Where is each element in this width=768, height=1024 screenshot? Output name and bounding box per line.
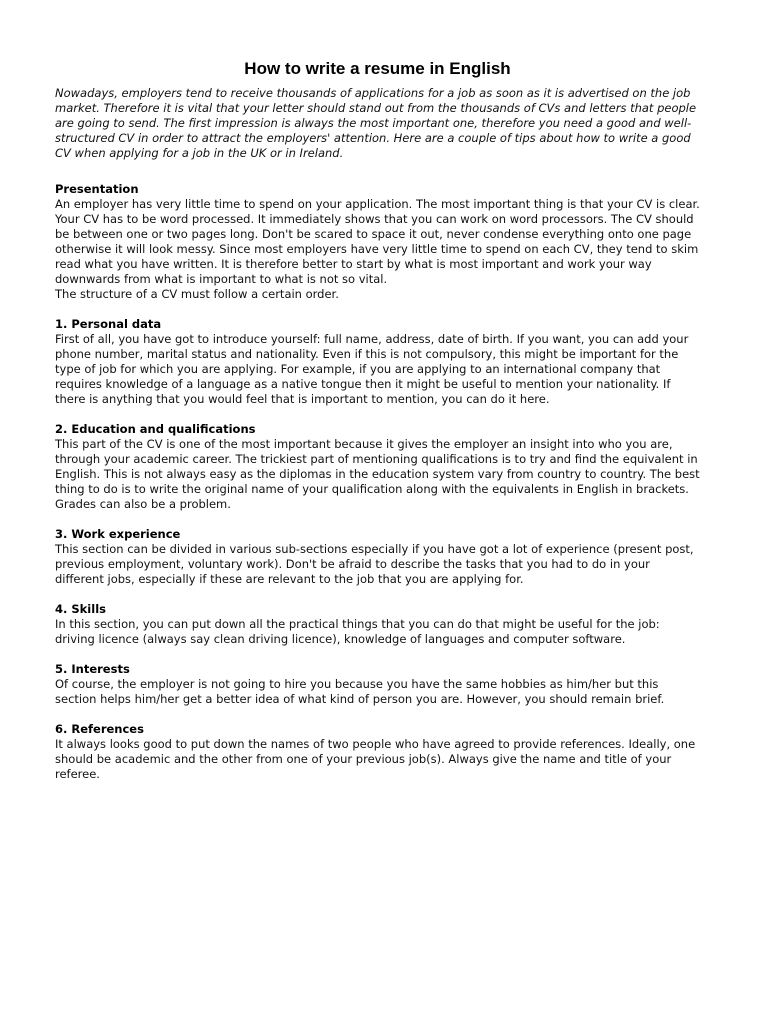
section-interests — [55, 662, 700, 707]
section-paragraph: An employer has very little time to spend on your application. The most important thing is that your CV is clear. Your CV has to be word processed. It immediately shows that you can work on word processors. The CV should be between one or two pages long. Don't be scared to space it out, never condense everything onto one page otherwise it will look messy. Since most employers have very little time to spend on each CV, they tend to skim read what you have written. It is therefore better to start by what is most important and work your way downwards from what is important to what is not so vital. — [55, 197, 700, 286]
section-personal-data — [55, 317, 700, 407]
document-page — [55, 58, 700, 797]
section-heading: 5. Interests — [55, 662, 130, 676]
section-education — [55, 422, 700, 512]
section-heading: 6. References — [55, 722, 144, 736]
section-heading: Presentation — [55, 182, 139, 196]
page-title: How to write a resume in English — [244, 59, 511, 78]
section-paragraph: It always looks good to put down the names of two people who have agreed to provide references. Ideally, one should be academic and the other from one of your previous job(s). Always give the name and title of your referee. — [55, 737, 696, 781]
section-heading: 1. Personal data — [55, 317, 162, 331]
section-paragraph: The structure of a CV must follow a certain order. — [55, 287, 339, 301]
section-paragraph: Of course, the employer is not going to hire you because you have the same hobbies as him/her but this section helps him/her get a better idea of what kind of person you are. However, you should remain brief. — [55, 677, 665, 706]
section-skills — [55, 602, 700, 647]
section-presentation — [55, 182, 700, 302]
section-paragraph: This part of the CV is one of the most important because it gives the employer an insight into who you are, through your academic career. The trickiest part of mentioning qualifications is to try and find the equivalent in English. This is not always easy as the diplomas in the education system vary from country to country. The best thing to do is to write the original name of your qualification along with the equivalents in English in brackets. Grades can also be a problem. — [55, 437, 700, 511]
intro-paragraph: Nowadays, employers tend to receive thousands of applications for a job as soon as it is advertised on the job market. Therefore it is vital that your letter should stand out from the thousands of CVs and letters that people are going to send. The first impression is always the most important one, therefore you need a good and well- structured CV in order to attract the employers' attention. Here are a couple of tips about how to write a good CV when applying for a job in the UK or in Ireland. — [55, 86, 697, 160]
section-heading: 3. Work experience — [55, 527, 181, 541]
section-paragraph: This section can be divided in various sub-sections especially if you have got a lot of experience (present post, previous employment, voluntary work). Don't be afraid to describe the tasks that you had to do in your different jobs, especially if these are relevant to the job that you are applying for. — [55, 542, 694, 586]
section-references — [55, 722, 700, 782]
section-heading: 2. Education and qualifications — [55, 422, 256, 436]
section-work-experience — [55, 527, 700, 587]
section-paragraph: In this section, you can put down all the practical things that you can do that might be useful for the job: driving licence (always say clean driving licence), knowledge of languages and computer software. — [55, 617, 660, 646]
section-paragraph: First of all, you have got to introduce yourself: full name, address, date of birth. If you want, you can add your phone number, marital status and nationality. Even if this is not compulsory, this might be important for the type of job for which you are applying. For example, if you are applying to an international company that requires knowledge of a language as a native tongue then it might be useful to mention your nationality. If there is anything that you would feel that is important to mention, you can do it here. — [55, 332, 689, 406]
section-heading: 4. Skills — [55, 602, 106, 616]
